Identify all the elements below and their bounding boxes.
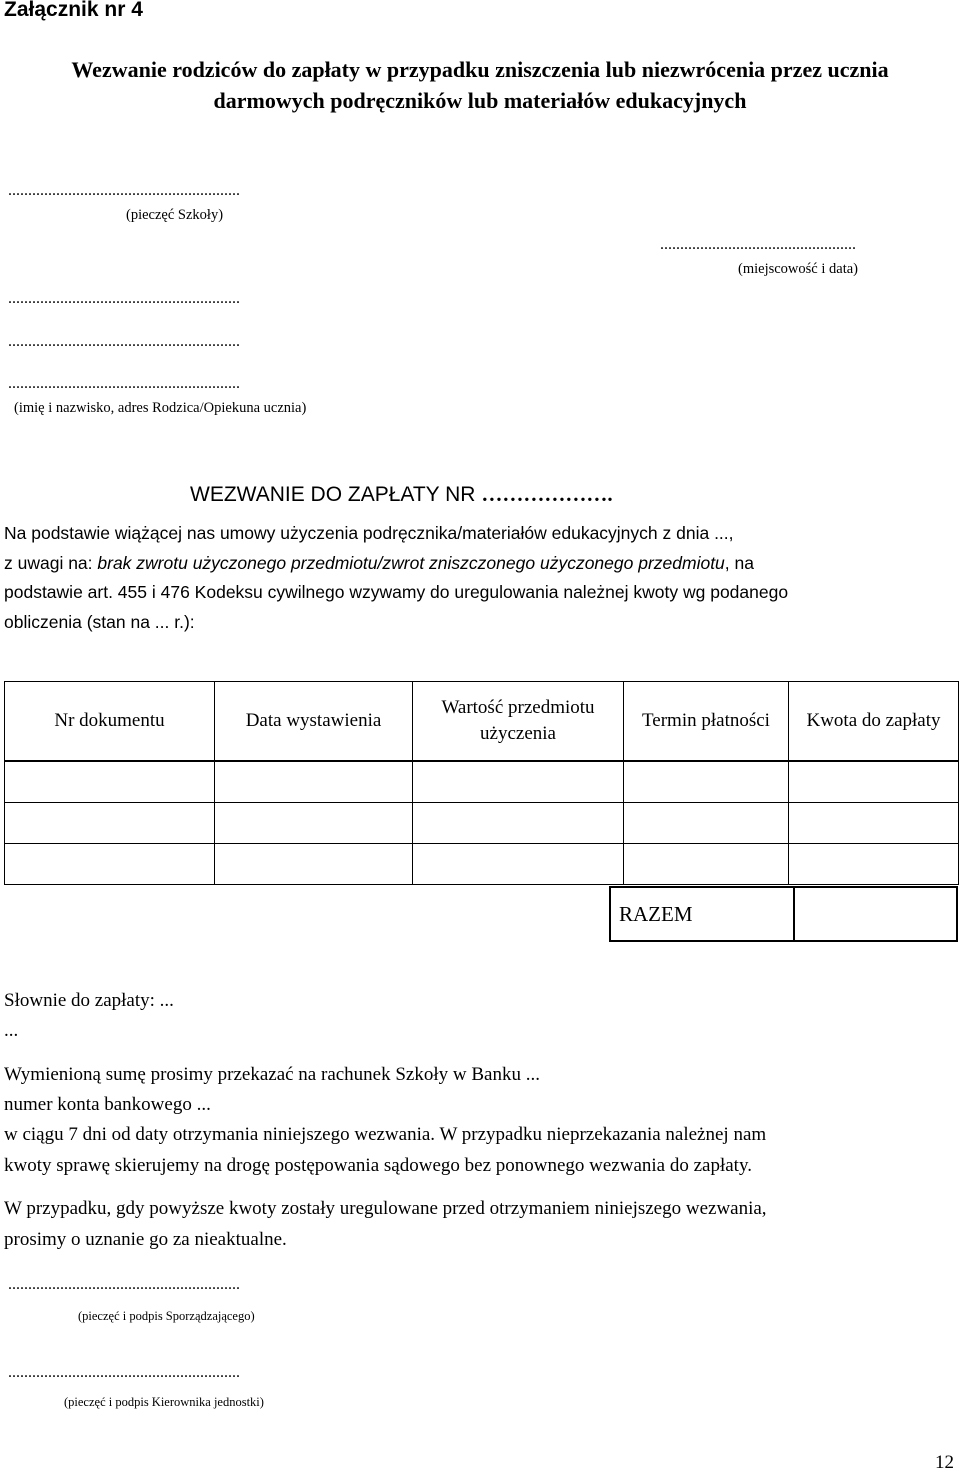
parent-dots-3: .......................................................... — [8, 375, 240, 392]
document-title-line2: darmowych podręczników lub materiałów edukacyjnych — [213, 88, 747, 113]
table-row — [5, 844, 959, 885]
paragraph-reason: brak zwrotu użyczonego przedmiotu/zwrot zniszczonego użyczonego przedmiotu — [97, 552, 725, 573]
table-cell — [5, 803, 215, 844]
table-cell — [215, 803, 413, 844]
bank-line-3: w ciągu 7 dni od daty otrzymania niniejszego wezwania. W przypadku nieprzekazania należnej nam — [4, 1124, 767, 1145]
heading-number-dots: ………………. — [481, 482, 613, 506]
table-cell — [624, 761, 789, 803]
amount-in-words-line-2: ... — [4, 1020, 19, 1041]
table-cell — [215, 844, 413, 885]
paragraph-line-1: Na podstawie wiążącej nas umowy użyczenia podręcznika/materiałów edukacyjnych z dnia ..., — [4, 523, 734, 543]
paragraph-line-3: podstawie art. 455 i 476 Kodeksu cywilnego wzywamy do uregulowania należnej kwoty wg podanego — [4, 582, 789, 603]
paragraph-line-4: obliczenia (stan na ... r.): — [4, 612, 195, 633]
parent-dots-2: .......................................................... — [8, 333, 240, 350]
bank-account-line: numer konta bankowego ... — [4, 1094, 211, 1115]
place-date-caption: (miejscowość i data) — [738, 261, 858, 277]
payment-demand-heading — [190, 482, 613, 507]
header-due-date: Termin płatności — [624, 682, 789, 762]
total-label: RAZEM — [611, 888, 795, 940]
bank-line-4: kwoty sprawę skierujemy na drogę postępowania sądowego bez ponownego wezwania do zapłaty. — [4, 1155, 752, 1176]
header-amount-due: Kwota do zapłaty — [789, 682, 959, 762]
school-stamp-dots: .......................................................... — [8, 182, 240, 199]
paragraph-reason-prefix: z uwagi na: — [4, 552, 98, 573]
table-cell — [5, 761, 215, 803]
table-cell — [215, 761, 413, 803]
paragraph-reason-suffix: , na — [724, 552, 754, 573]
total-value — [795, 888, 956, 940]
legal-basis-paragraph — [4, 519, 956, 638]
signature1-dots: .......................................................... — [8, 1276, 240, 1293]
table-cell — [789, 803, 959, 844]
parent-dots-1: .......................................................... — [8, 290, 240, 307]
signature2-dots: .......................................................... — [8, 1364, 240, 1381]
table-cell — [789, 761, 959, 803]
place-date-dots: ................................................. — [660, 236, 856, 253]
paragraph-line-2 — [4, 549, 956, 579]
total-box — [609, 886, 958, 942]
table-cell — [5, 844, 215, 885]
table-cell — [413, 803, 624, 844]
parent-caption: (imię i nazwisko, adres Rodzica/Opiekuna ucznia) — [14, 400, 307, 416]
table-row — [5, 803, 959, 844]
bank-line-1: Wymienioną sumę prosimy przekazać na rachunek Szkoły w Banku ... — [4, 1064, 540, 1085]
note-line-1: W przypadku, gdy powyższe kwoty zostały uregulowane przed otrzymaniem niniejszego wezwania, — [4, 1198, 767, 1219]
table-cell — [789, 844, 959, 885]
header-issue-date: Data wystawienia — [215, 682, 413, 762]
note-line-2: prosimy o uznanie go za nieaktualne. — [4, 1229, 287, 1250]
table-cell — [413, 844, 624, 885]
school-stamp-caption: (pieczęć Szkoły) — [126, 207, 224, 223]
table-cell — [624, 803, 789, 844]
table-cell — [624, 844, 789, 885]
heading-text: WEZWANIE DO ZAPŁATY NR — [190, 483, 482, 506]
table-cell — [413, 761, 624, 803]
header-item-value: Wartość przedmiotu użyczenia — [413, 682, 624, 762]
header-doc-number: Nr dokumentu — [5, 682, 215, 762]
document-title-line1: Wezwanie rodziców do zapłaty w przypadku zniszczenia lub niezwrócenia przez ucznia — [71, 57, 889, 82]
calculation-table — [4, 681, 959, 885]
amount-in-words-line-1: Słownie do zapłaty: ... — [4, 990, 174, 1011]
page-number: 12 — [935, 1452, 954, 1473]
signature1-caption: (pieczęć i podpis Sporządzającego) — [78, 1309, 255, 1323]
table-row — [5, 761, 959, 803]
signature2-caption: (pieczęć i podpis Kierownika jednostki) — [64, 1395, 264, 1409]
table-header-row — [5, 682, 959, 762]
annex-label: Załącznik nr 4 — [4, 0, 143, 21]
